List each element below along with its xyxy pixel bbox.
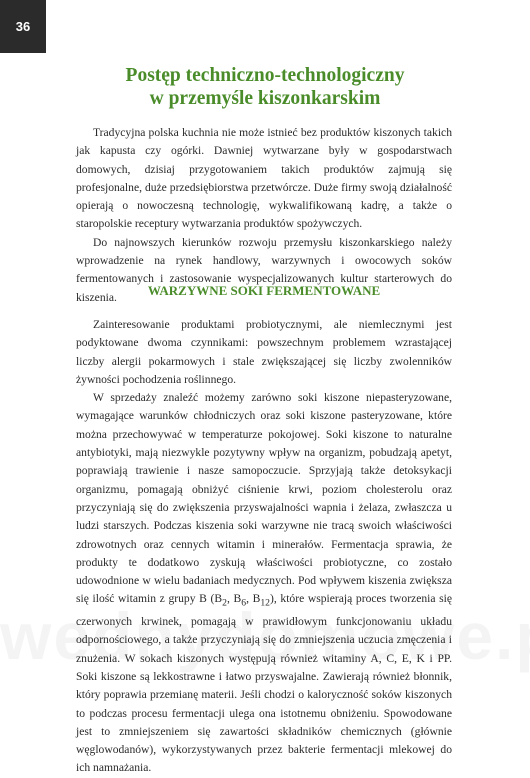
- page-number-label: 36: [15, 19, 31, 34]
- title-line-2: w przemyśle kiszonkarskim: [149, 88, 381, 109]
- separator-2: , B: [246, 592, 261, 606]
- section-heading: WARZYWNE SOKI FERMENTOWANE: [147, 283, 381, 298]
- section-paragraph-2-part-b: ), które wspierają proces tworzenia się czerwonych krwinek, pomagają w prawidłowym funkcjonowaniu układu odpornościowego, a także przyczyniają się do zmniejszenia uczucia zmęczenia i znużenia. W sokach kiszonych występują również witaminy A, C, E, K i PP. Soki kiszone są lekkostrawne i łatwo przyswajalne. Zawierają również błonnik, który poprawia przemianę materii. Jeśli chodzi o kaloryczność soków kiszonych to podczas procesu fermentacji ulega ona istotnemu obniżeniu. Spowodowane jest to zmniejszeniem się zawartości składników chemicznych (głównie węglowodanów), wykorzystywanych przez bakterie fermentacji mlekowej do ich namnażania.: [76, 592, 453, 775]
- subscript-12: 12: [260, 597, 270, 609]
- subscript-2: 2: [222, 597, 227, 609]
- section-text: [76, 316, 452, 778]
- title-line-1: Postęp techniczno-technologiczny: [125, 65, 405, 86]
- page-title: [40, 64, 490, 110]
- intro-text: [76, 124, 452, 307]
- page-number: [0, 0, 46, 53]
- intro-paragraph-2: Do najnowszych kierunków rozwoju przemysłu kiszonkarskiego należy wprowadzenie na rynek handlowy, warzywnych i owocowych soków fermentowanych i zastosowanie wyspecjalizowanych kultur starterowych do kiszenia.: [76, 235, 452, 304]
- separator-1: , B: [226, 592, 242, 606]
- section-paragraph-2-part-a: W sprzedaży znaleźć możemy zarówno soki kiszone niepasteryzowane, wymagające warunków chłodniczych oraz soki kiszone pasteryzowane, które można przechowywać w temperaturze pokojowej. Soki kiszone to naturalne antybiotyki, mają niezwykle pozytywny wpływ na organizm, pobudzają apetyt, poprawiają trawienie i nasze samopoczucie. Sprzyjają także detoksykacji organizmu, pomagają obniżyć ciśnienie krwi, poziom cholesterolu oraz przyczyniają się do zwiększenia przyswajalności wapnia i żelaza, zwłaszcza u ludzi starszych. Podczas kiszenia soki warzywne nie tracą swoich właściwości zdrowotnych oraz cennych witamin i minerałów. Fermentacja sprawia, że produkty te dodatkowo zyskują właściwości probiotyczne, co zostało udowodnione w wielu badaniach medycznych. Pod wpływem kiszenia zwiększa się ilość witamin z grupy B (B: [76, 391, 452, 606]
- section-paragraph-2: [76, 389, 452, 778]
- subscript-6: 6: [241, 597, 247, 609]
- watermark: [0, 598, 530, 674]
- intro-paragraph-1: Tradycyjna polska kuchnia nie może istnieć bez produktów kiszonych takich jak kapusta czy ogórki. Dawniej wytwarzane były w gospodarstwach domowych, dzisiaj przygotowaniem takich produktów zajmują się profesjonalne, duże przedsiębiorstwa przetwórcze. Duże firmy swoją działalność opierają o nowoczesną technologię, wykwalifikowaną kadrę, a także o staropolskie receptury wytwarzania produktów spożywczych.: [76, 126, 452, 231]
- section-paragraph-1: Zainteresowanie produktami probiotycznymi, ale niemlecznymi jest podyktowane dwoma czynnikami: powszechnym problemem wzrastającej liczby alergii pokarmowych i stale zwiększającej się liczby zwolenników żywności pochodzenia roślinnego.: [76, 318, 452, 386]
